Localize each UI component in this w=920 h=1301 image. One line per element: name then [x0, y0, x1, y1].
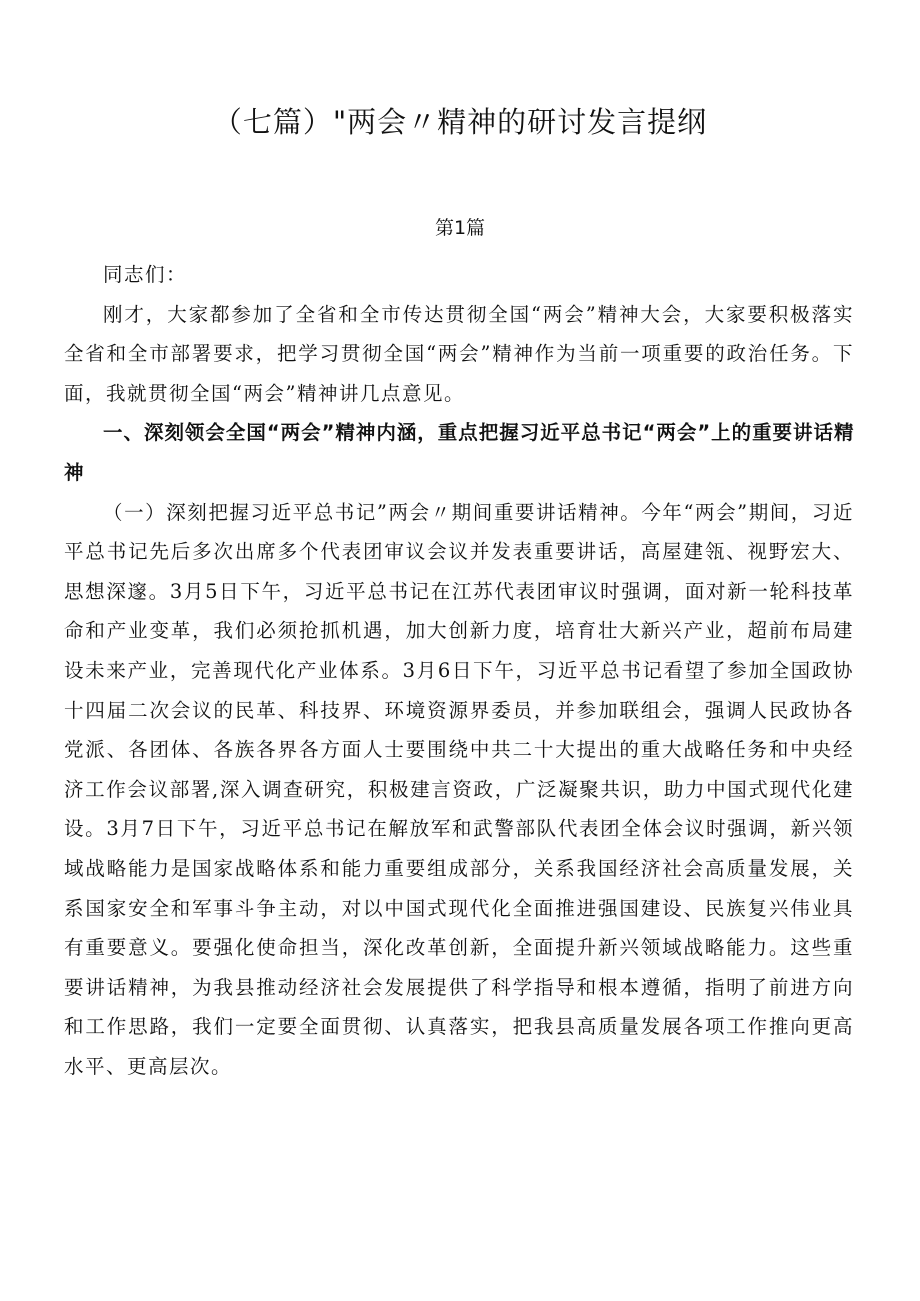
section-heading: 一、深刻领会全国“两会”精神内涵，重点把握习近平总书记“两会”上的重要讲话精神 — [64, 421, 854, 484]
salutation: 同志们： — [103, 263, 188, 286]
chapter-label: 第1篇 — [434, 217, 486, 239]
opening-paragraph: 刚才，大家都参加了全省和全市传达贯彻全国“两会”精神大会，大家要积极落实全省和全市部署要求，把学习贯彻全国“两会”精神作为当前一项重要的政治任务。下面，我就贯彻全国“两会”精神讲几点意见。 — [64, 302, 854, 405]
subsection-paragraph: （一）深刻把握习近平总书记”两会〃期间重要讲话精神。今年“两会”期间，习近平总书记先后多次出席多个代表团审议会议并发表重要讲话，高屋建瓴、视野宏大、思想深邃。3月5日下午，习近平总书记在江苏代表团审议时强调，面对新一轮科技革命和产业变革，我们必须抢抓机遇，加大创新力度，培育壮大新兴产业，超前布局建设未来产业，完善现代化产业体系。3月6日下午，习近平总书记看望了参加全国政协十四届二次会议的民革、科技界、环境资源界委员，并参加联组会，强调人民政协各党派、各团体、各族各界各方面人士要围绕中共二十大提出的重大战略任务和中央经济工作会议部署,深入调查研究，积极建言资政，广泛凝聚共识，助力中国式现代化建设。3月7日下午，习近平总书记在解放军和武警部队代表团全体会议时强调，新兴领域战略能力是国家战略体系和能力重要组成部分，关系我国经济社会高质量发展，关系国家安全和军事斗争主动，对以中国式现代化全面推进强国建设、民族复兴伟业具有重要意义。要强化使命担当，深化改革创新，全面提升新兴领域战略能力。这些重要讲话精神，为我县推动经济社会发展提供了科学指导和根本遵循，指明了前进方向和工作思路，我们一定要全面贯彻、认真落实，把我县高质量发展各项工作推向更高水平、更高层次。 — [64, 500, 854, 1078]
document-body — [64, 255, 854, 1086]
document-title: （七篇）"两会〃精神的研讨发言提纲 — [212, 105, 708, 139]
